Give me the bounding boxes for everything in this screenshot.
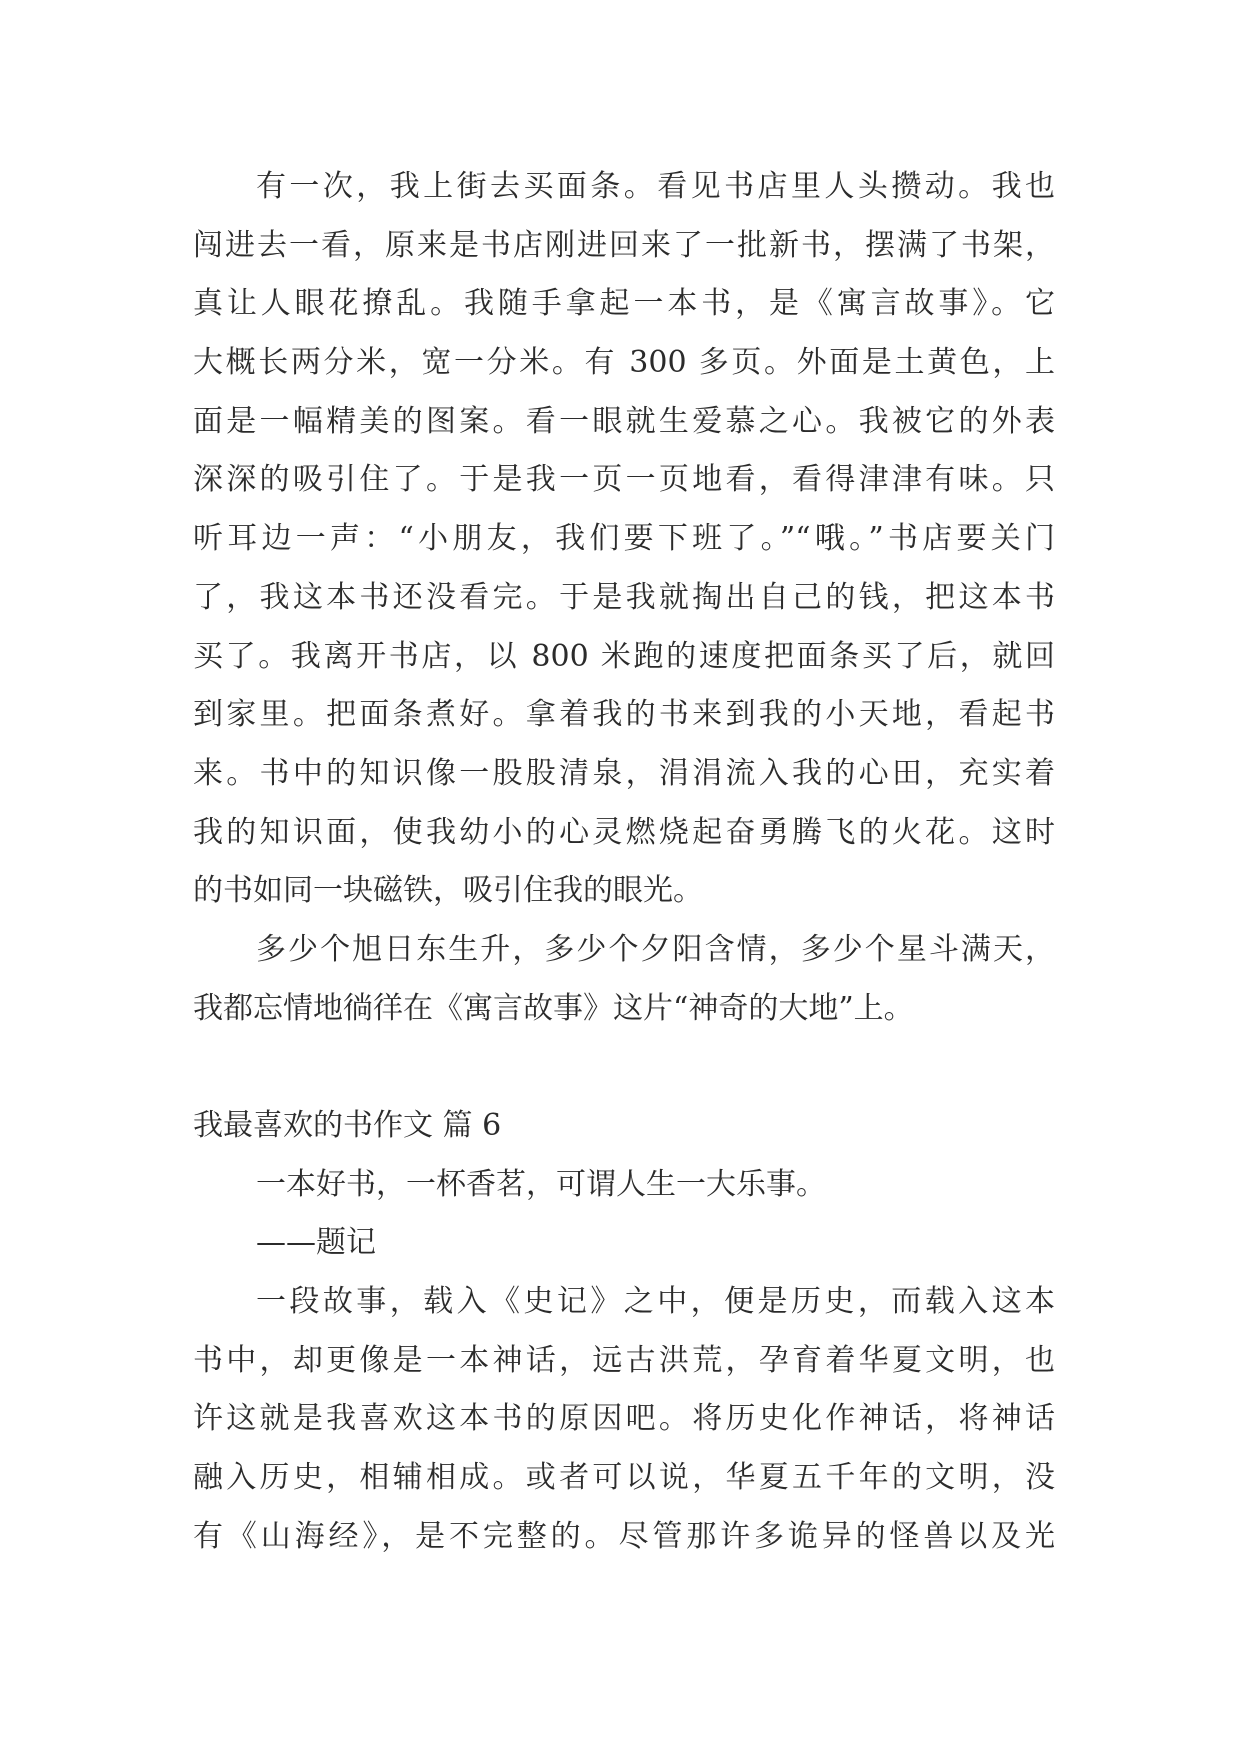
paragraph-line: 我的知识面，使我幼小的心灵燃烧起奋勇腾飞的火花。这时 — [193, 814, 1055, 850]
paragraph-line: 闯进去一看，原来是书店刚进回来了一批新书，摆满了书架， — [193, 227, 1055, 263]
epigraph-attribution: ——题记 — [256, 1225, 376, 1261]
section-title: 我最喜欢的书作文 篇 6 — [193, 1108, 502, 1143]
paragraph-line: 许这就是我喜欢这本书的原因吧。将历史化作神话，将神话 — [193, 1401, 1055, 1437]
paragraph-line: 来。书中的知识像一股股清泉，涓涓流入我的心田，充实着 — [193, 755, 1055, 791]
paragraph-line: 听耳边一声：“小朋友，我们要下班了。”“哦。”书店要关门 — [193, 521, 1055, 557]
paragraph-line: 一段故事，载入《史记》之中，便是历史，而载入这本 — [256, 1284, 1055, 1320]
paragraph-3 — [193, 1273, 1055, 1566]
paragraph-line: 书中，却更像是一本神话，远古洪荒，孕育着华夏文明，也 — [193, 1342, 1055, 1378]
document-body — [193, 158, 1055, 1567]
paragraph-line: 大概长两分米，宽一分米。有 300 多页。外面是土黄色，上 — [193, 345, 1055, 381]
paragraph-line: 有《山海经》，是不完整的。尽管那许多诡异的怪兽以及光 — [193, 1518, 1055, 1554]
paragraph-line: 深深的吸引住了。于是我一页一页地看，看得津津有味。只 — [193, 462, 1055, 498]
paragraph-line: 有一次，我上街去买面条。看见书店里人头攒动。我也 — [256, 169, 1055, 204]
paragraph-line: 多少个旭日东生升，多少个夕阳含情，多少个星斗满天， — [256, 931, 1055, 967]
paragraph-line: 买了。我离开书店，以 800 米跑的速度把面条买了后，就回 — [193, 638, 1055, 674]
paragraph-line: 面是一幅精美的图案。看一眼就生爱慕之心。我被它的外表 — [193, 403, 1055, 439]
paragraph-line: 的书如同一块磁铁，吸引住我的眼光。 — [193, 873, 703, 909]
epigraph: 一本好书，一杯香茗，可谓人生一大乐事。 — [256, 1166, 826, 1202]
paragraph-line: 真让人眼花撩乱。我随手拿起一本书，是《寓言故事》。它 — [193, 286, 1055, 322]
paragraph-line: 了，我这本书还没看完。于是我就掏出自己的钱，把这本书 — [193, 579, 1055, 615]
paragraph-line: 融入历史，相辅相成。或者可以说，华夏五千年的文明，没 — [193, 1460, 1055, 1496]
paragraph-2 — [193, 921, 1055, 1038]
paragraph-1 — [193, 158, 1055, 921]
paragraph-line: 到家里。把面条煮好。拿着我的书来到我的小天地，看起书 — [193, 697, 1055, 733]
section-spacer — [193, 1038, 1055, 1097]
paragraph-line: 我都忘情地徜徉在《寓言故事》这片“神奇的大地”上。 — [193, 990, 914, 1026]
